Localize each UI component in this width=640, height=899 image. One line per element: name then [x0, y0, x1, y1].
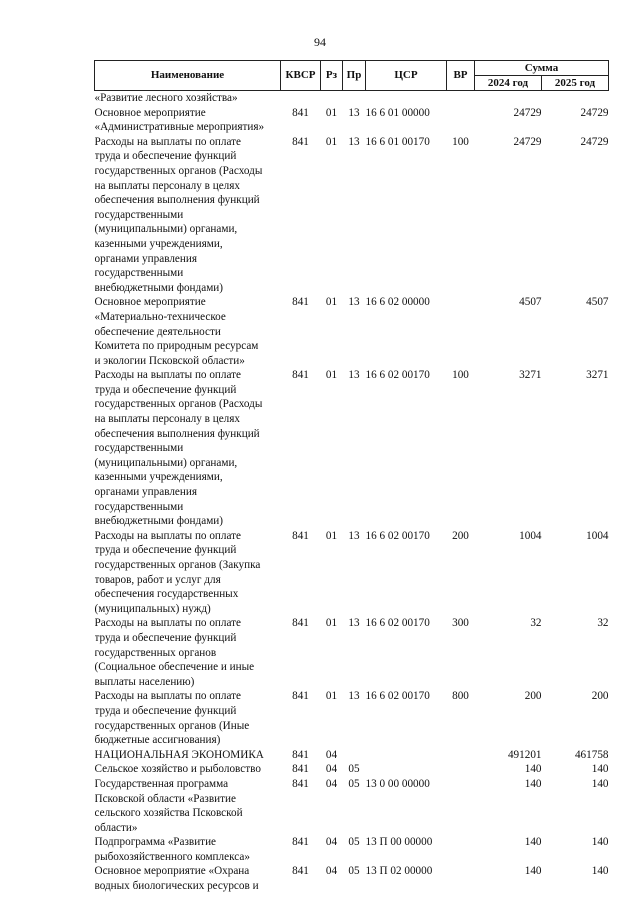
row-name-line: труда и обеспечение функций [94, 544, 237, 557]
row-kvsr: 841 [292, 748, 309, 761]
row-sum-2025: 140 [591, 763, 609, 776]
row-name-line: внебюджетными фондами) [94, 515, 223, 528]
row-csr [366, 762, 447, 777]
row-kvsr: 841 [292, 836, 309, 849]
row-sum-2025 [542, 91, 609, 106]
row-name-line: «Материально-техническое [94, 310, 226, 323]
row-name-line: Государственная программа [94, 777, 229, 790]
row-sum-2024 [475, 91, 542, 106]
row-name-line: казенными учреждениями, [94, 471, 223, 484]
row-sum-2025: 24729 [580, 135, 609, 148]
table-row [95, 864, 609, 893]
row-kvsr: 841 [292, 529, 309, 542]
header-vr: ВР [447, 61, 475, 91]
row-vr: 100 [452, 135, 469, 148]
row-name-line: государственных органов (Расходы [94, 398, 263, 411]
row-rz: 01 [325, 690, 338, 703]
row-rz [321, 91, 343, 106]
table-header [95, 61, 609, 91]
row-name-line: государственных органов (Иные [94, 719, 250, 732]
row-vr [447, 106, 475, 135]
page-number: 94 [314, 35, 326, 49]
row-name-line: (муниципальными) органами, [94, 456, 238, 469]
header-year-2024: 2024 год [475, 76, 542, 91]
row-rz: 01 [325, 369, 338, 382]
table-row [95, 616, 609, 689]
row-name-line: «Административные мероприятия» [94, 121, 265, 134]
header-rz: Рз [321, 61, 343, 91]
row-kvsr [281, 91, 321, 106]
row-name-line: государственными [94, 442, 184, 455]
row-pr: 13 [348, 617, 360, 630]
row-name-line: и экологии Псковской области» [94, 354, 245, 367]
row-name-line: Основное мероприятие [94, 296, 206, 309]
row-name-line: области» [94, 821, 138, 834]
row-name-line: НАЦИОНАЛЬНАЯ ЭКОНОМИКА [94, 748, 264, 761]
row-rz: 01 [325, 106, 338, 119]
row-name-line: обеспечение деятельности [94, 325, 221, 338]
table-row [95, 106, 609, 135]
row-csr: 16 6 02 00170 [365, 617, 430, 630]
row-name [95, 106, 281, 135]
row-name [95, 689, 281, 747]
row-name-line: (муниципальными) органами, [94, 223, 238, 236]
row-name [95, 748, 281, 763]
row-name [95, 616, 281, 689]
table-row [95, 368, 609, 529]
row-vr: 100 [452, 369, 469, 382]
row-name-line: «Развитие лесного хозяйства» [94, 92, 238, 104]
row-kvsr: 841 [292, 865, 309, 878]
row-rz: 01 [325, 529, 338, 542]
row-name-line: Сельское хозяйство и рыболовство [94, 763, 261, 776]
row-csr [366, 748, 447, 763]
row-sum-2024: 32 [530, 617, 542, 630]
row-kvsr: 841 [292, 106, 309, 119]
row-name-line: сельского хозяйства Псковской [94, 807, 243, 820]
row-pr: 05 [348, 836, 360, 849]
row-sum-2025: 3271 [586, 369, 609, 382]
row-kvsr: 841 [292, 296, 309, 309]
row-name [95, 529, 281, 617]
row-name [95, 864, 281, 893]
row-name-line: труда и обеспечение функций [94, 631, 237, 644]
row-sum-2025: 140 [591, 777, 609, 790]
row-name-line: бюджетные ассигнования) [94, 734, 221, 747]
row-pr: 13 [348, 690, 360, 703]
row-sum-2024: 4507 [519, 296, 542, 309]
row-name-line: Расходы на выплаты по оплате [94, 369, 242, 382]
row-sum-2025: 32 [597, 617, 609, 630]
row-sum-2025: 140 [591, 836, 609, 849]
row-name [95, 368, 281, 529]
row-kvsr: 841 [292, 135, 309, 148]
row-kvsr: 841 [292, 369, 309, 382]
table-row [95, 777, 609, 835]
row-name-line: рыбохозяйственного комплекса» [94, 850, 250, 863]
row-name-line: казенными учреждениями, [94, 237, 223, 250]
table-body [95, 91, 609, 894]
row-name-line: Основное мероприятие «Охрана [94, 865, 250, 878]
row-csr: 13 П 02 00000 [365, 865, 433, 878]
row-name-line: Псковской области «Развитие [94, 792, 236, 805]
row-rz: 04 [325, 763, 338, 776]
row-csr: 16 6 02 00000 [365, 296, 430, 309]
row-kvsr: 841 [292, 617, 309, 630]
row-kvsr: 841 [292, 763, 309, 776]
row-sum-2024: 200 [524, 690, 542, 703]
row-name-line: труда и обеспечение функций [94, 383, 237, 396]
row-name-line: (Социальное обеспечение и иные [94, 661, 255, 674]
budget-table [94, 60, 609, 894]
row-name [95, 777, 281, 835]
row-name-line: государственными [94, 208, 184, 221]
row-pr [343, 91, 366, 106]
row-name-line: Расходы на выплаты по оплате [94, 529, 242, 542]
row-vr: 300 [452, 617, 469, 630]
row-csr: 16 6 01 00170 [365, 135, 430, 148]
row-csr [366, 91, 447, 106]
row-pr: 05 [348, 865, 360, 878]
row-csr: 16 6 02 00170 [365, 369, 430, 382]
row-vr [447, 762, 475, 777]
row-name-line: Расходы на выплаты по оплате [94, 690, 242, 703]
row-name-line: товаров, работ и услуг для [94, 573, 221, 586]
row-sum-2024: 491201 [507, 748, 542, 761]
row-sum-2024: 24729 [513, 135, 542, 148]
row-pr: 13 [348, 369, 360, 382]
row-name [95, 295, 281, 368]
row-vr: 800 [452, 690, 469, 703]
row-name-line: Основное мероприятие [94, 106, 206, 119]
row-rz: 04 [325, 836, 338, 849]
row-vr [447, 835, 475, 864]
row-name-line: обеспечения выполнения функций [94, 427, 260, 440]
row-vr [447, 295, 475, 368]
row-name-line: труда и обеспечение функций [94, 704, 237, 717]
row-kvsr: 841 [292, 777, 309, 790]
row-sum-2024: 24729 [513, 106, 542, 119]
row-name-line: Расходы на выплаты по оплате [94, 135, 242, 148]
row-name [95, 135, 281, 296]
header-sum: Сумма [475, 61, 609, 76]
row-name-line: государственных органов (Закупка [94, 559, 261, 571]
table-row [95, 762, 609, 777]
row-sum-2025: 461758 [574, 748, 609, 761]
table-row [95, 295, 609, 368]
row-csr: 13 П 00 00000 [365, 836, 433, 849]
row-name-line: водных биологических ресурсов и [94, 880, 259, 893]
row-csr: 16 6 02 00170 [365, 690, 430, 703]
row-sum-2025: 4507 [586, 296, 609, 309]
row-pr: 13 [348, 106, 360, 119]
row-vr [447, 864, 475, 893]
row-rz: 01 [325, 617, 338, 630]
row-csr: 13 0 00 00000 [365, 777, 430, 790]
row-name-line: внебюджетными фондами) [94, 281, 223, 294]
row-name-line: обеспечения государственных [94, 588, 239, 601]
header-name: Наименование [95, 61, 281, 91]
row-sum-2024: 3271 [519, 369, 542, 382]
row-name-line: выплаты населению) [94, 675, 195, 688]
table-row [95, 135, 609, 296]
row-pr [343, 748, 366, 763]
row-vr [447, 748, 475, 763]
row-sum-2025: 24729 [580, 106, 609, 119]
row-rz: 04 [325, 777, 338, 790]
row-rz: 04 [325, 865, 338, 878]
row-sum-2025: 1004 [586, 529, 609, 542]
row-pr: 13 [348, 529, 360, 542]
row-rz: 04 [325, 748, 338, 761]
table-row [95, 91, 609, 106]
row-sum-2024: 140 [524, 763, 542, 776]
row-csr: 16 6 01 00000 [365, 106, 430, 119]
row-pr: 05 [348, 777, 360, 790]
row-name-line: на выплаты персоналу в целях [94, 179, 240, 192]
row-vr: 200 [452, 529, 469, 542]
row-name-line: органами управления [94, 486, 198, 499]
table-row [95, 529, 609, 617]
row-vr [447, 777, 475, 835]
row-name [95, 762, 281, 777]
row-name-line: труда и обеспечение функций [94, 150, 237, 163]
table-row [95, 689, 609, 747]
header-csr: ЦСР [366, 61, 447, 91]
row-pr: 05 [348, 763, 360, 776]
header-kvsr: КВСР [281, 61, 321, 91]
header-pr: Пр [343, 61, 366, 91]
table-row [95, 835, 609, 864]
row-sum-2024: 1004 [519, 529, 542, 542]
row-pr: 13 [348, 135, 360, 148]
row-name-line: Расходы на выплаты по оплате [94, 617, 242, 630]
row-name-line: органами управления [94, 252, 198, 265]
row-name-line: Подпрограмма «Развитие [94, 836, 217, 849]
row-sum-2025: 140 [591, 865, 609, 878]
row-sum-2025: 200 [591, 690, 609, 703]
row-sum-2024: 140 [524, 777, 542, 790]
row-name-line: обеспечения выполнения функций [94, 194, 260, 207]
row-name-line: государственных органов (Расходы [94, 164, 263, 177]
row-name [95, 835, 281, 864]
row-name [95, 91, 281, 106]
row-sum-2024: 140 [524, 865, 542, 878]
row-vr [447, 91, 475, 106]
row-csr: 16 6 02 00170 [365, 529, 430, 542]
table-row [95, 748, 609, 763]
header-year-2025: 2025 год [542, 76, 609, 91]
row-name-line: государственными [94, 500, 184, 513]
row-name-line: (муниципальных) нужд) [94, 602, 211, 615]
row-sum-2024: 140 [524, 836, 542, 849]
row-name-line: государственных органов [94, 646, 217, 659]
row-rz: 01 [325, 135, 338, 148]
row-name-line: государственными [94, 267, 184, 280]
row-name-line: Комитета по природным ресурсам [94, 340, 259, 353]
row-name-line: на выплаты персоналу в целях [94, 413, 240, 426]
row-kvsr: 841 [292, 690, 309, 703]
row-rz: 01 [325, 296, 338, 309]
row-pr: 13 [348, 296, 360, 309]
